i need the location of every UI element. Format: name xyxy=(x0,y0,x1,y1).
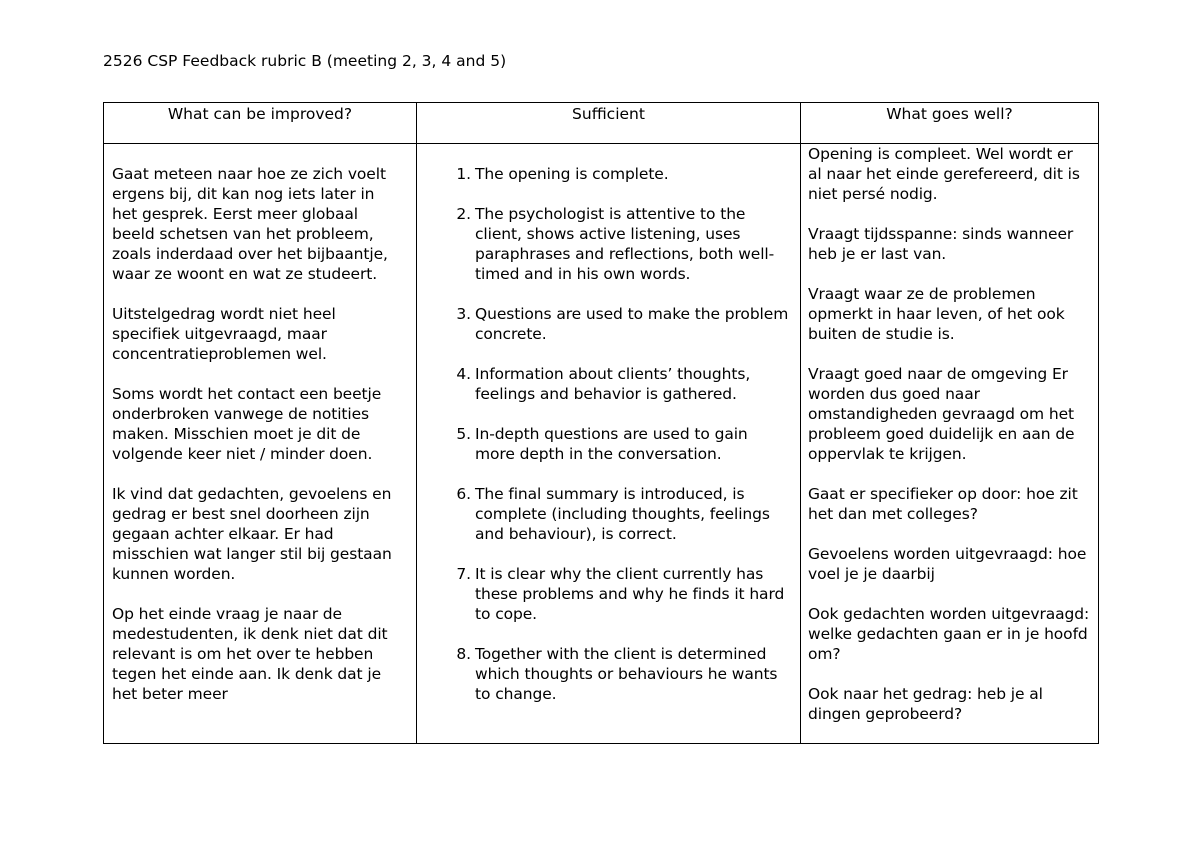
criteria-number: 8. xyxy=(456,645,471,663)
goes-well-note: Ook gedachten worden uitgevraagd: welke gedachten gaan er in je hoofd om? xyxy=(808,605,1090,663)
feedback-rubric-table xyxy=(103,102,1099,744)
criteria-text: Together with the client is determined which thoughts or behaviours he wants to change. xyxy=(475,645,778,703)
criteria-text: The opening is complete. xyxy=(475,165,669,183)
criteria-item xyxy=(449,364,790,404)
goes-well-note: Gaat er specifieker op door: hoe zit het dan met colleges? xyxy=(808,485,1078,523)
improved-note: Uitstelgedrag wordt niet heel specifiek uitgevraagd, maar concentratieproblemen wel. xyxy=(112,305,336,363)
improved-note: Gaat meteen naar hoe ze zich voelt ergens bij, dit kan nog iets later in het gesprek. Eerst meer globaal beeld schetsen van het probleem, zoals inderdaad over het bijbaantje, waar ze woont en wat ze studeert. xyxy=(112,165,388,283)
criteria-text: The final summary is introduced, is complete (including thoughts, feelings and behaviour), is correct. xyxy=(475,485,770,543)
improved-note: Soms wordt het contact een beetje onderbroken vanwege de notities maken. Misschien moet je dit de volgende keer niet / minder doen. xyxy=(112,385,382,463)
goes-well-note: Gevoelens worden uitgevraagd: hoe voel je je daarbij xyxy=(808,545,1087,583)
goes-well-cell xyxy=(801,144,1099,744)
criteria-item xyxy=(449,424,790,464)
criteria-text: In-depth questions are used to gain more depth in the conversation. xyxy=(475,425,748,463)
goes-well-note: Opening is compleet. Wel wordt er al naar het einde gerefereerd, dit is niet persé nodig. xyxy=(808,145,1080,203)
criteria-number: 7. xyxy=(456,565,471,583)
criteria-text: The psychologist is attentive to the client, shows active listening, uses paraphrases and reflections, both well-timed and in his own words. xyxy=(475,205,775,283)
goes-well-note: Ook naar het gedrag: heb je al dingen geprobeerd? xyxy=(808,685,1043,723)
goes-well-note: Vraagt tijdsspanne: sinds wanneer heb je er last van. xyxy=(808,225,1074,263)
header-what-goes-well: What goes well? xyxy=(801,103,1099,144)
criteria-number: 2. xyxy=(456,205,471,223)
criteria-item xyxy=(449,164,790,184)
improved-note: Op het einde vraag je naar de medestudenten, ik denk niet dat dit relevant is om het over te hebben tegen het einde aan. Ik denk dat je het beter meer xyxy=(112,605,388,703)
improved-note: Ik vind dat gedachten, gevoelens en gedrag er best snel doorheen zijn gegaan achter elkaar. Er had misschien wat langer stil bij gestaan kunnen worden. xyxy=(112,485,392,583)
criteria-text: Questions are used to make the problem concrete. xyxy=(475,305,789,343)
document-title: 2526 CSP Feedback rubric B (meeting 2, 3, 4 and 5) xyxy=(103,52,507,70)
criteria-number: 6. xyxy=(456,485,471,503)
criteria-number: 5. xyxy=(456,425,471,443)
criteria-item xyxy=(449,204,790,284)
criteria-item xyxy=(449,304,790,344)
criteria-item xyxy=(449,644,790,704)
criteria-list xyxy=(449,164,790,704)
improved-cell xyxy=(104,144,417,744)
table-header-row xyxy=(104,103,1099,144)
criteria-number: 4. xyxy=(456,365,471,383)
goes-well-note: Vraagt goed naar de omgeving Er worden dus goed naar omstandigheden gevraagd om het probleem goed duidelijk en aan de oppervlak te krijgen. xyxy=(808,365,1075,463)
criteria-number: 1. xyxy=(456,165,471,183)
sufficient-cell xyxy=(417,144,801,744)
criteria-text: It is clear why the client currently has these problems and why he finds it hard to cope. xyxy=(475,565,785,623)
header-sufficient: Sufficient xyxy=(417,103,801,144)
table-body-row xyxy=(104,144,1099,744)
header-what-can-be-improved: What can be improved? xyxy=(104,103,417,144)
criteria-item xyxy=(449,564,790,624)
goes-well-note: Vraagt waar ze de problemen opmerkt in haar leven, of het ook buiten de studie is. xyxy=(808,285,1065,343)
criteria-text: Information about clients’ thoughts, feelings and behavior is gathered. xyxy=(475,365,751,403)
criteria-number: 3. xyxy=(456,305,471,323)
criteria-item xyxy=(449,484,790,544)
